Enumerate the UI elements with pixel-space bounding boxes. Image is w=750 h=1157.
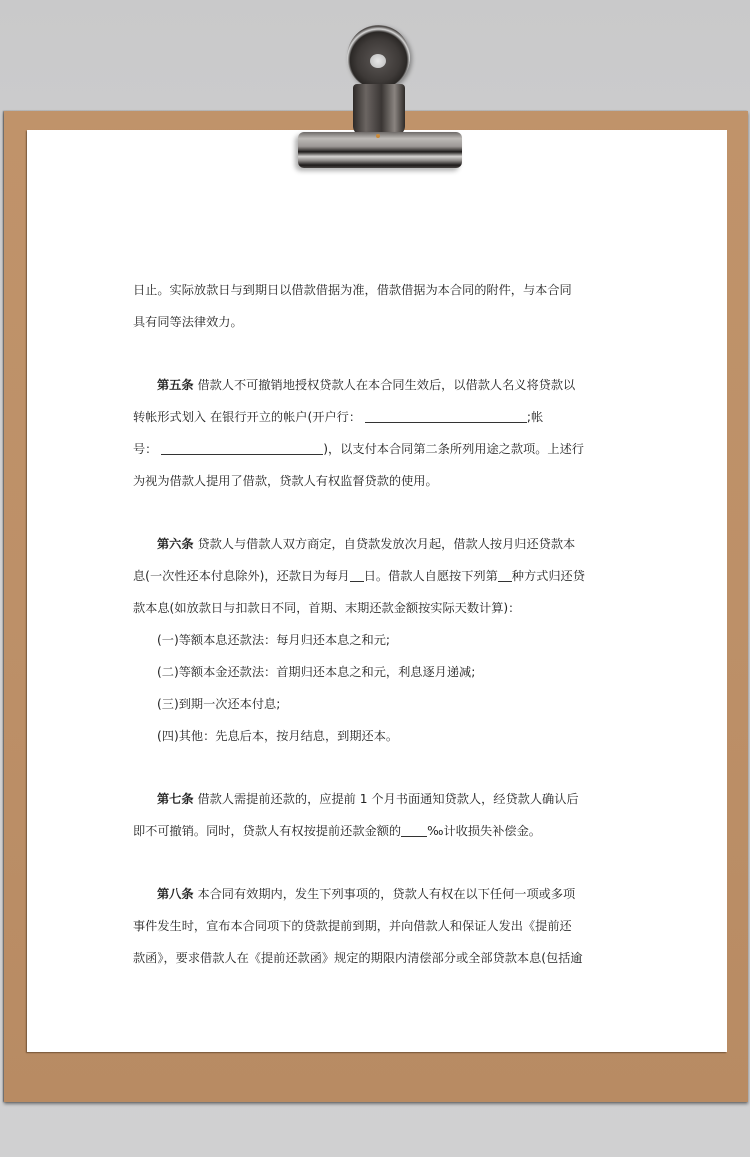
clip-neck — [353, 84, 405, 136]
intro-paragraph — [133, 274, 573, 338]
text-line: 借款人需提前还款的，应提前 1 个月书面通知贷款人，经贷款人确认后 — [197, 792, 579, 806]
article-5 — [133, 369, 584, 497]
text-segment: ;帐 — [526, 410, 544, 424]
article-7 — [133, 783, 579, 847]
repayment-option: (三)到期一次还本付息; — [157, 697, 281, 711]
text-line: 具有同等法律效力。 — [133, 315, 243, 329]
bank-name-blank[interactable] — [365, 410, 527, 423]
repayment-day-blank[interactable] — [350, 569, 364, 582]
text-segment: 种方式归还贷 — [511, 569, 585, 583]
account-number-blank[interactable] — [161, 442, 323, 455]
text-line: 借款人不可撤销地授权贷款人在本合同生效后，以借款人名义将贷款以 — [197, 378, 576, 392]
article-6 — [133, 528, 585, 752]
text-line: 款函》，要求借款人在《提前还款函》规定的期限内清偿部分或全部贷款本息(包括逾 — [133, 951, 583, 965]
text-segment: ‰计收损失补偿金。 — [427, 824, 541, 838]
repayment-option: (四)其他：先息后本，按月结息，到期还本。 — [157, 729, 399, 743]
text-line: 款本息(如放款日与扣款日不同，首期、末期还款金额按实际天数计算)： — [133, 601, 521, 615]
clip-hole — [370, 54, 386, 68]
text-line: 本合同有效期内，发生下列事项的，贷款人有权在以下任何一项或多项 — [197, 887, 576, 901]
article-8 — [133, 878, 583, 974]
article-heading: 第五条 — [157, 378, 194, 392]
contract-text — [133, 148, 585, 974]
article-heading: 第八条 — [157, 887, 194, 901]
text-line: 事件发生时，宣布本合同项下的贷款提前到期，并向借款人和保证人发出《提前还 — [133, 919, 572, 933]
repayment-option: (二)等额本金还款法：首期归还本息之和元，利息逐月递减; — [157, 665, 476, 679]
repayment-method-blank[interactable] — [498, 569, 512, 582]
text-segment: )，以支付本合同第二条所列用途之款项。上述行 — [323, 442, 584, 456]
text-segment: 日。借款人自愿按下列第 — [363, 569, 498, 583]
text-line: 日止。实际放款日与到期日以借款借据为准，借款借据为本合同的附件，与本合同 — [133, 283, 572, 297]
text-line: 贷款人与借款人双方商定，自贷款发放次月起，借款人按月归还贷款本 — [197, 537, 576, 551]
clip-rivet — [376, 134, 380, 138]
text-segment: 转帐形式划入 在银行开立的帐户(开户行： — [133, 410, 362, 424]
repayment-option: (一)等额本息还款法：每月归还本息之和元; — [157, 633, 390, 647]
text-line: 为视为借款人提用了借款，贷款人有权监督贷款的使用。 — [133, 474, 438, 488]
article-heading: 第七条 — [157, 792, 194, 806]
text-segment: 即不可撤销。同时，贷款人有权按提前还款金额的 — [133, 824, 402, 838]
penalty-rate-blank[interactable] — [401, 824, 427, 837]
article-heading: 第六条 — [157, 537, 194, 551]
text-segment: 号： — [133, 442, 158, 456]
text-segment: 息(一次性还本付息除外)，还款日为每月 — [133, 569, 350, 583]
